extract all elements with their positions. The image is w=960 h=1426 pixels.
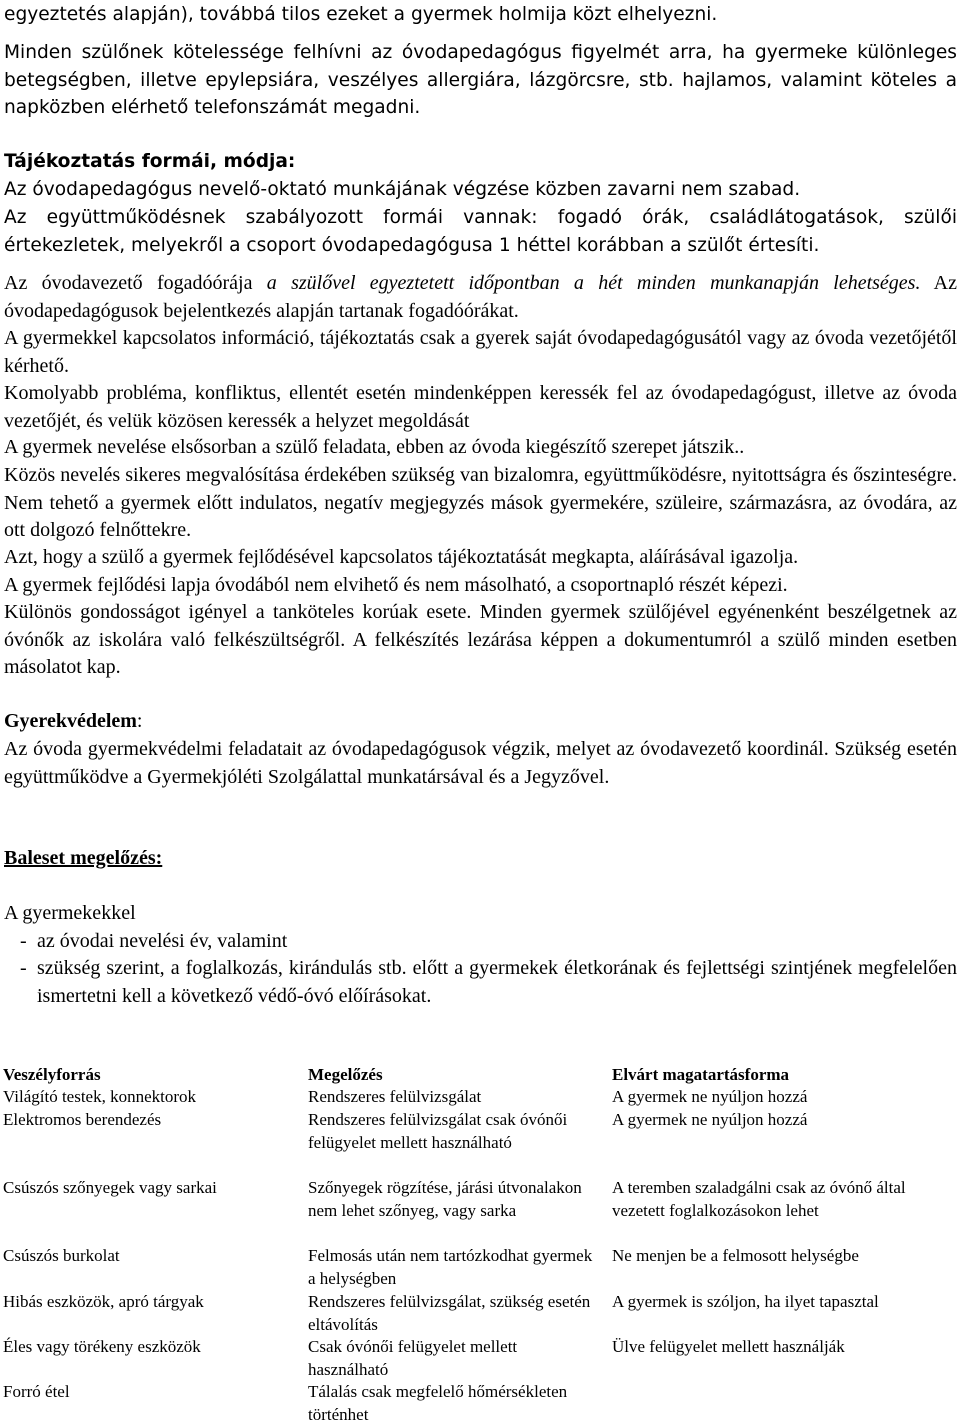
paragraph: Komolyabb probléma, konfliktus, ellentét esetén mindenképpen keressék fel az óvodapedagógust, illetve az óvoda vezetőjét, és velük közösen keressék a helyzet megoldását (4, 382, 957, 432)
child-protection-heading: Gyerekvédelem (4, 710, 137, 732)
paragraph: Az óvoda gyermekvédelmi feladatait az óvodapedagógusok végzik, melyet az óvodavezető koordinál. Szükség esetén együttműködve a Gyermekjóléti Szolgálattal munkatársával és a Jegyzővel. (4, 738, 957, 788)
text-span: Az óvodavezető fogadóórája (4, 272, 267, 294)
list-item (20, 955, 957, 1010)
table-cell: Világító testek, konnektorok (3, 1087, 197, 1106)
table-cell: Rendszeres felülvizsgálat csak óvónői felügyelet mellett használható (308, 1110, 568, 1152)
table-cell: Csúszós szőnyegek vagy sarkai (3, 1178, 217, 1197)
list-item (20, 928, 957, 956)
section-heading: Tájékoztatás formái, módja: (4, 151, 296, 172)
paragraph: A gyermekkel kapcsolatos információ, tájékoztatás csak a gyerek saját óvodapedagógusától vagy az óvoda vezetőjétől kérhető. (4, 327, 957, 377)
paragraph (4, 270, 957, 325)
table-header: Megelőzés (308, 1065, 383, 1084)
table-cell: A teremben szaladgálni csak az óvónő által vezetett foglalkozásokon lehet (612, 1178, 906, 1220)
colon: : (136, 710, 143, 732)
paragraph: Minden szülőnek kötelessége felhívni az óvodapedagógus figyelmét arra, ha gyermeke különleges betegségben, illetve epylepsiára, veszélyes allergiára, lázgörcsre, stb. hajlamos, valamint köteles a napközben elérhető telefonszámát megadni. (4, 42, 957, 118)
paragraph: A gyermekekkel (4, 902, 136, 924)
text-span: Az óvodapedagógusok bejelentkezés alapján tartanak fogadóórákat. (4, 272, 957, 322)
paragraph: Különös gondosságot igényel a tanköteles korúak esete. Minden gyermek szülőjével egyénenként beszélgetnek az óvónők az iskolára való felkészültségről. A felkészítés lezárása képpen a dokumentumról a szülő minden esetben másolatot kap. (4, 601, 957, 678)
table-cell: Rendszeres felülvizsgálat (308, 1087, 482, 1106)
paragraph: A gyermek fejlődési lapja óvodából nem elvihető és nem másolható, a csoportnapló részét képezi. (4, 574, 788, 596)
table-cell: Tálalás csak megfelelő hőmérsékleten történhet (308, 1382, 568, 1424)
table-cell: A gyermek ne nyúljon hozzá (612, 1087, 808, 1106)
paragraph: Azt, hogy a szülő a gyermek fejlődésével kapcsolatos tájékoztatását megkapta, aláírásával igazolja. (4, 546, 799, 568)
dash-bullet: - (20, 957, 27, 979)
table-cell: Rendszeres felülvizsgálat, szükség esetén eltávolítás (308, 1292, 591, 1334)
table-cell: Éles vagy törékeny eszközök (3, 1337, 201, 1356)
table-header: Elvárt magatartásforma (612, 1065, 790, 1084)
dash-bullet: - (20, 930, 27, 952)
table-cell: Csúszós burkolat (3, 1246, 120, 1265)
table-cell: Forró étel (3, 1382, 70, 1401)
section-heading (4, 708, 957, 736)
table-cell: Felmosás után nem tartózkodhat gyermek a helységben (308, 1246, 593, 1288)
table-header: Veszélyforrás (3, 1065, 101, 1084)
table-cell: Csak óvónői felügyelet mellett használható (308, 1337, 518, 1379)
paragraph: Közös nevelés sikeres megvalósítása érdekében szükség van bizalomra, együttműködésre, nyitottságra és őszinteségre. Nem tehető a gyermek előtt indulatos, negatív megjegyzés mások gyermekére, szüleire, származásra, az óvodára, az ott dolgozó felnőttekre. (4, 464, 957, 541)
paragraph: A gyermek nevelése elsősorban a szülő feladata, ebben az óvoda kiegészítő szerepet játszik.. (4, 436, 745, 458)
paragraph: Az óvodapedagógus nevelő-oktató munkájának végzése közben zavarni nem szabad. (4, 179, 801, 200)
paragraph: egyeztetés alapján), továbbá tilos ezeket a gyermek holmija közt elhelyezni. (4, 4, 718, 25)
italic-text: a szülővel egyeztetett időpontban a hét minden munkanapján lehetséges. (266, 272, 921, 294)
table-cell: Ne menjen be a felmosott helységbe (612, 1246, 859, 1265)
table-cell: Hibás eszközök, apró tárgyak (3, 1292, 204, 1311)
section-heading: Baleset megelőzés: (4, 847, 163, 869)
paragraph: Az együttműködésnek szabályozott formái vannak: fogadó órák, családlátogatások, szülői értekezletek, melyekről a csoport óvodapedagógusa 1 héttel korábban a szülőt értesíti. (4, 207, 957, 256)
table-cell: A gyermek ne nyúljon hozzá (612, 1110, 808, 1129)
table-cell: A gyermek is szóljon, ha ilyet tapasztal (612, 1292, 879, 1311)
list-item-text: az óvodai nevelési év, valamint (37, 930, 288, 952)
table-cell: Elektromos berendezés (3, 1110, 162, 1129)
list-item-text: szükség szerint, a foglalkozás, kirándulás stb. előtt a gyermekek életkorának és fejlettségi szintjének megfelelően ismertetni kell a következő védő-óvó előírásokat. (37, 957, 957, 1007)
table-cell: Szőnyegek rögzítése, járási útvonalakon nem lehet szőnyeg, vagy sarka (308, 1178, 582, 1220)
table-cell: Ülve felügyelet mellett használják (612, 1337, 845, 1356)
